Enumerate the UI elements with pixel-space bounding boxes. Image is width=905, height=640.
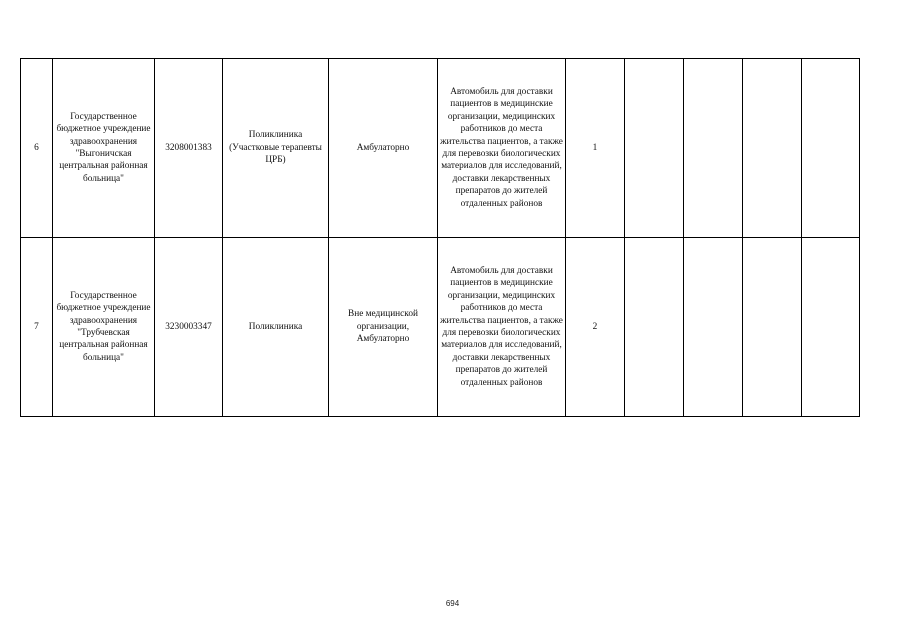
row-number-cell: 6 <box>21 59 53 238</box>
inn-cell: 3208001383 <box>155 59 223 238</box>
empty-cell <box>743 238 802 417</box>
document-table <box>20 58 860 417</box>
quantity-cell: 1 <box>566 59 625 238</box>
empty-cell <box>743 59 802 238</box>
empty-cell <box>684 59 743 238</box>
empty-cell <box>802 59 860 238</box>
vehicle-purpose-cell: Автомобиль для доставки пациентов в медицинские организации, медицинских работников до места жительства пациентов, а также для перевозки биологических материалов для исследований, доставки лекарственных препаратов до жителей отдаленных районов <box>438 238 566 417</box>
empty-cell <box>802 238 860 417</box>
page-number: 694 <box>445 599 460 608</box>
quantity-cell: 2 <box>566 238 625 417</box>
vehicle-purpose-cell: Автомобиль для доставки пациентов в медицинские организации, медицинских работников до места жительства пациентов, а также для перевозки биологических материалов для исследований, доставки лекарственных препаратов до жителей отдаленных районов <box>438 59 566 238</box>
empty-cell <box>625 59 684 238</box>
unit-cell: Поликлиника <box>223 238 329 417</box>
empty-cell <box>684 238 743 417</box>
empty-cell <box>625 238 684 417</box>
institution-name-cell: Государственное бюджетное учреждение здравоохранения "Трубчевская центральная районная больница" <box>53 238 155 417</box>
care-conditions-cell: Вне медицинской организации, Амбулаторно <box>329 238 438 417</box>
institution-name-cell: Государственное бюджетное учреждение здравоохранения "Выгоничская центральная районная больница" <box>53 59 155 238</box>
table-row <box>21 238 860 417</box>
care-conditions-cell: Амбулаторно <box>329 59 438 238</box>
table-row <box>21 59 860 238</box>
unit-cell: Поликлиника (Участковые терапевты ЦРБ) <box>223 59 329 238</box>
row-number-cell: 7 <box>21 238 53 417</box>
inn-cell: 3230003347 <box>155 238 223 417</box>
